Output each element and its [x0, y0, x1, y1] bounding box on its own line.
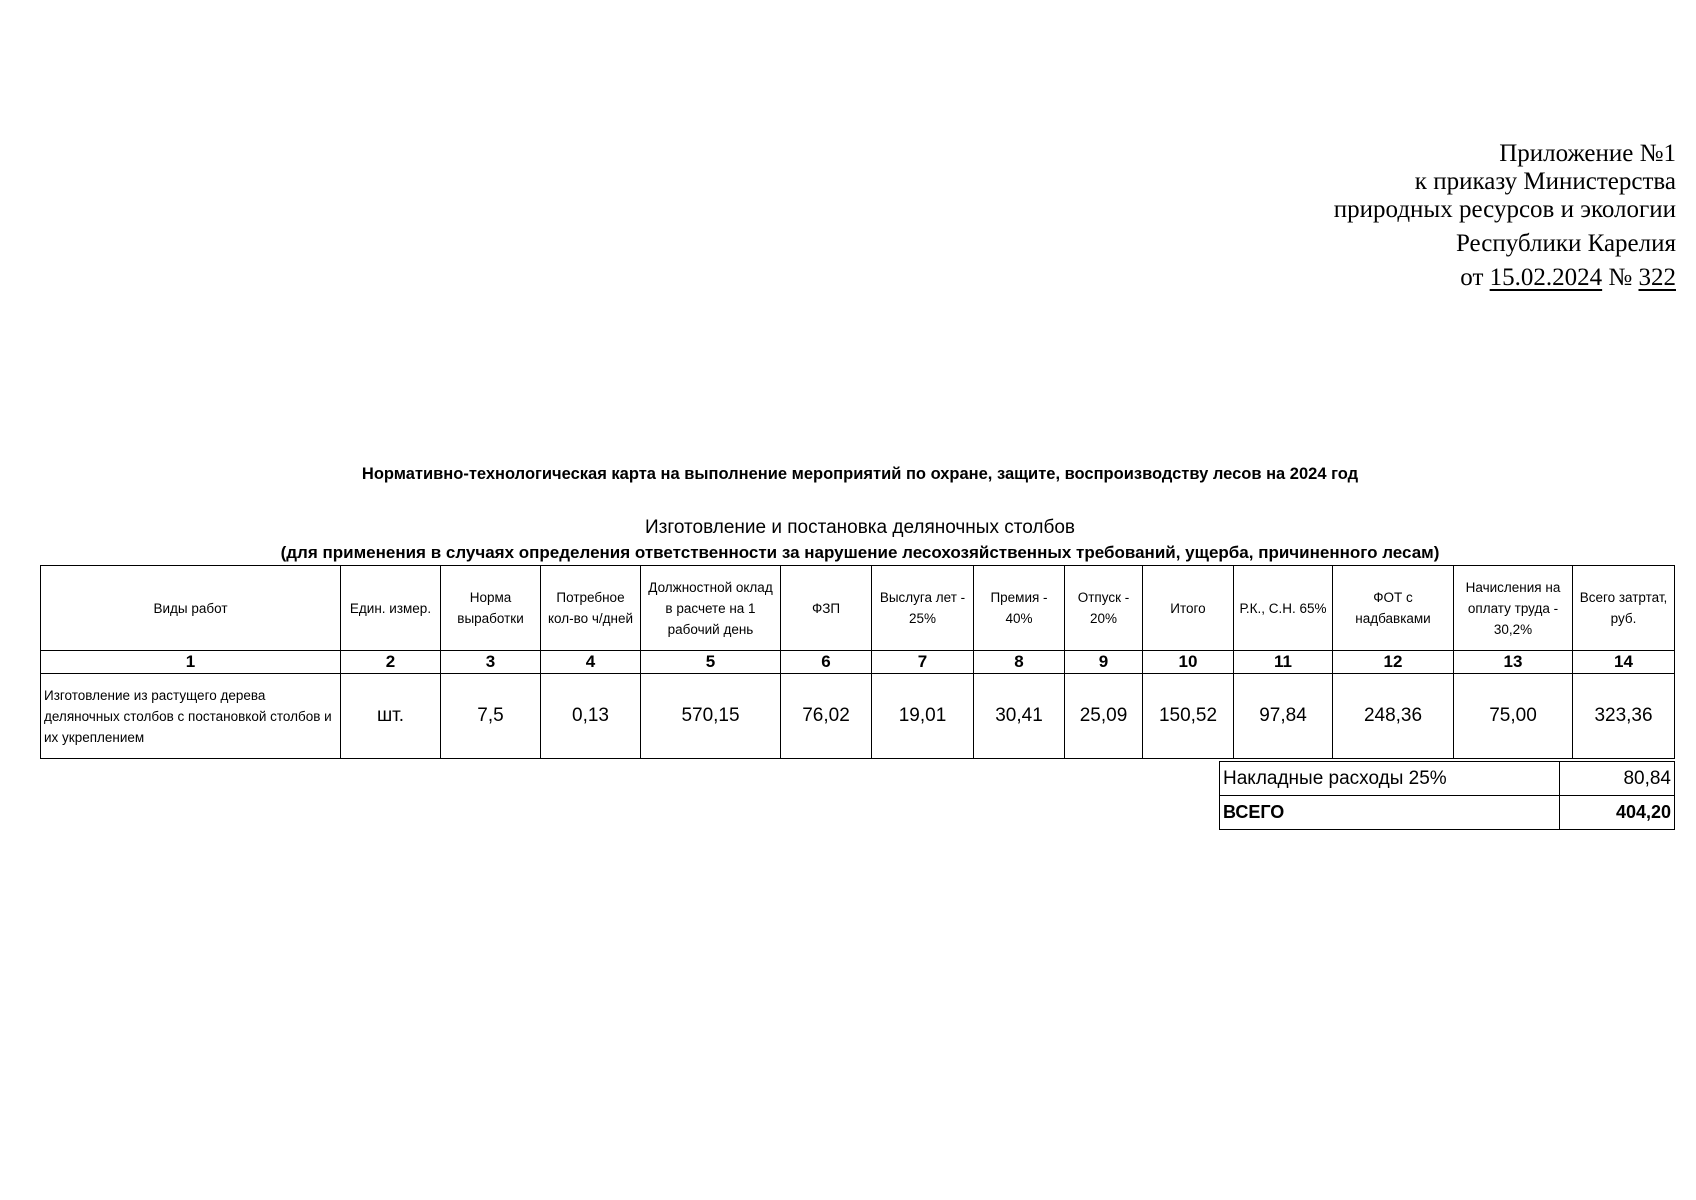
column-number: 14 [1573, 651, 1675, 674]
work-subtitle: Изготовление и постановка деляночных столбов [644, 517, 1075, 538]
column-number: 3 [441, 651, 541, 674]
bonus-cell: 30,41 [974, 674, 1065, 759]
appendix-line-2: к приказу Министерства [1414, 168, 1676, 195]
header-cell: ФОТ с надбавками [1333, 566, 1454, 651]
column-number: 1 [41, 651, 341, 674]
column-number: 13 [1454, 651, 1573, 674]
grand-total-value: 404,20 [1560, 796, 1675, 830]
header-cell: Потребное кол-во ч/дней [541, 566, 641, 651]
date-prefix: от [1460, 264, 1484, 291]
header-cell: Норма выработки [441, 566, 541, 651]
order-number: 322 [1638, 264, 1676, 291]
daily-salary-cell: 570,15 [641, 674, 781, 759]
table-row [41, 674, 1675, 759]
person-days-cell: 0,13 [541, 674, 641, 759]
appendix-line-4: Республики Карелия [1455, 230, 1676, 257]
number-sign: № [1608, 264, 1633, 291]
column-number: 11 [1234, 651, 1333, 674]
vacation-cell: 25,09 [1065, 674, 1143, 759]
column-number: 9 [1065, 651, 1143, 674]
grand-total-label: ВСЕГО [1220, 796, 1560, 830]
column-number: 6 [781, 651, 872, 674]
header-cell: ФЗП [781, 566, 872, 651]
work-subnote: (для применения в случаях определения ответственности за нарушение лесохозяйственных требований, ущерба, причиненного лесам) [280, 543, 1440, 562]
header-cell: Должностной оклад в расчете на 1 рабочий день [641, 566, 781, 651]
column-number-row [41, 651, 1675, 674]
work-type-cell: Изготовление из растущего дерева деляночных столбов с постановкой столбов и их укреплением [41, 674, 341, 759]
header-cell: Отпуск - 20% [1065, 566, 1143, 651]
order-date-line [1334, 264, 1676, 292]
seniority-cell: 19,01 [872, 674, 974, 759]
header-cell: Р.К., С.Н. 65% [1234, 566, 1333, 651]
header-cell: Премия - 40% [974, 566, 1065, 651]
order-date: 15.02.2024 [1489, 264, 1603, 291]
payroll-cell: 248,36 [1333, 674, 1454, 759]
appendix-title: Приложение №1 [1499, 140, 1676, 167]
overhead-label: Накладные расходы 25% [1220, 762, 1560, 796]
grand-total-row [1220, 796, 1675, 830]
wage-fund-cell: 76,02 [781, 674, 872, 759]
header-cell: Виды работ [41, 566, 341, 651]
header-cell: Един. измер. [341, 566, 441, 651]
total-cost-cell: 323,36 [1573, 674, 1675, 759]
header-cell: Итого [1143, 566, 1234, 651]
unit-cell: шт. [341, 674, 441, 759]
cost-table [40, 565, 1675, 759]
column-number: 7 [872, 651, 974, 674]
overhead-value: 80,84 [1560, 762, 1675, 796]
column-number: 8 [974, 651, 1065, 674]
header-cell: Всего затртат, руб. [1573, 566, 1675, 651]
column-number: 12 [1333, 651, 1454, 674]
header-cell: Начисления на оплату труда - 30,2% [1454, 566, 1573, 651]
header-cell: Выслуга лет - 25% [872, 566, 974, 651]
column-number: 2 [341, 651, 441, 674]
column-number: 4 [541, 651, 641, 674]
column-number: 5 [641, 651, 781, 674]
appendix-header [1334, 140, 1676, 292]
appendix-line-3: природных ресурсов и экологии [1333, 196, 1676, 223]
regional-coef-cell: 97,84 [1234, 674, 1333, 759]
payroll-charges-cell: 75,00 [1454, 674, 1573, 759]
overhead-row [1220, 762, 1675, 796]
totals-table [1219, 761, 1675, 830]
output-norm-cell: 7,5 [441, 674, 541, 759]
column-number: 10 [1143, 651, 1234, 674]
table-header-row [41, 566, 1675, 651]
subtotal-cell: 150,52 [1143, 674, 1234, 759]
document-title: Нормативно-технологическая карта на выполнение мероприятий по охране, защите, воспроизводству лесов на 2024 год [361, 465, 1359, 483]
